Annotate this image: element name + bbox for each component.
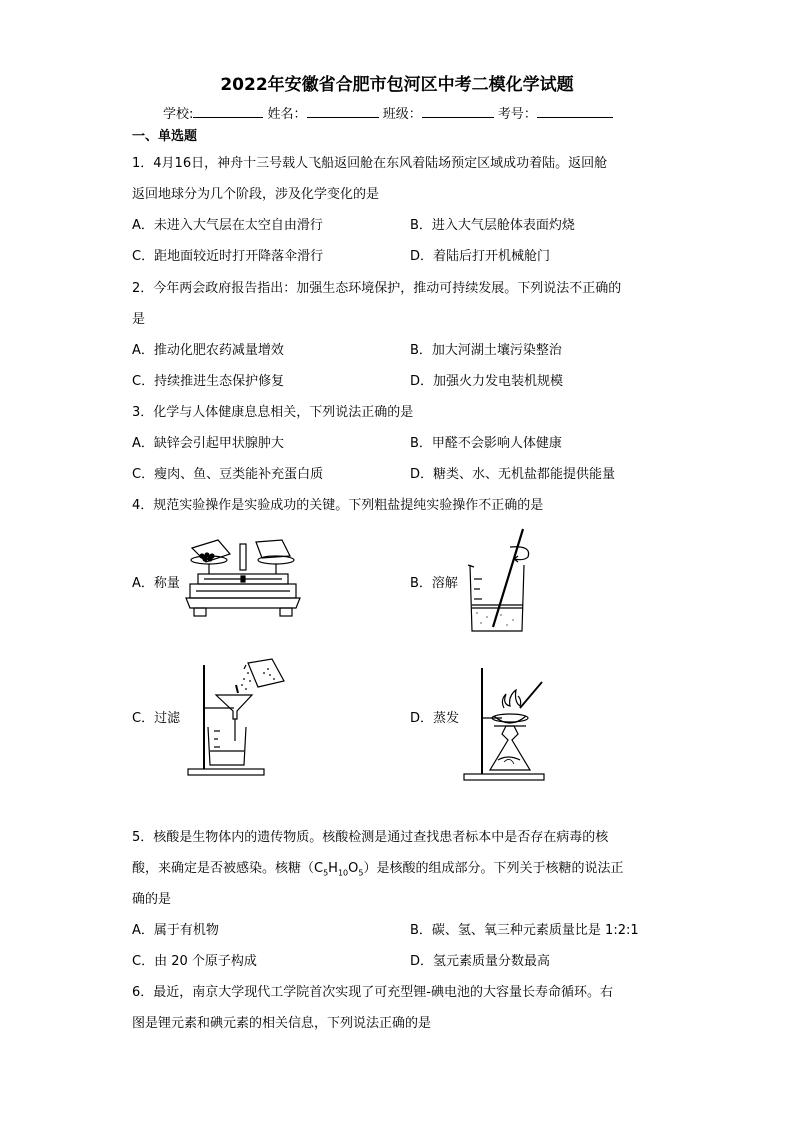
- formula-subscript-o: 5: [358, 868, 364, 878]
- question-1-line-2: 返回地球分为几个阶段，涉及化学变化的是: [132, 187, 380, 202]
- balance-weighing-figure: [184, 532, 302, 624]
- exam-number-label: 考号：: [497, 107, 537, 122]
- formula-o: O: [348, 861, 359, 876]
- formula-h: H: [328, 861, 338, 876]
- question-3-option-a: A．缺锌会引起甲状腺肿大: [132, 436, 284, 451]
- question-3-option-d: D．糖类、水、无机盐都能提供能量: [410, 467, 616, 482]
- evaporation-figure: [460, 660, 550, 782]
- question-5-line-3: 确的是: [132, 892, 172, 907]
- question-2-option-a: A．推动化肥农药减量增效: [132, 343, 284, 358]
- question-1-option-b: B．进入大气层舱体表面灼烧: [410, 218, 575, 233]
- name-label: 姓名：: [267, 107, 307, 122]
- school-blank: [193, 104, 263, 118]
- section-heading: 一、单选题: [132, 129, 198, 144]
- question-5-option-a: A．属于有机物: [132, 923, 219, 938]
- question-5-option-b: B．碳、氢、氧三种元素质量比是 1:2:1: [410, 923, 639, 938]
- question-5-line-2-start: 酸，来确定是否被感染。核糖（C: [132, 861, 324, 876]
- question-1-line-1: 1．4月16日，神舟十三号载人飞船返回舱在东风着陆场预定区域成功着陆。返回舱: [132, 156, 608, 171]
- class-blank: [422, 104, 494, 118]
- question-2-option-d: D．加强火力发电装机规模: [410, 374, 564, 389]
- question-5-line-1: 5．核酸是生物体内的遗传物质。核酸检测是通过查找患者标本中是否存在病毒的核: [132, 830, 609, 845]
- filtration-figure: [184, 655, 288, 777]
- question-6-line-2: 图是锂元素和碘元素的相关信息，下列说法正确的是: [132, 1016, 432, 1031]
- question-5-option-c: C．由 20 个原子构成: [132, 954, 257, 969]
- school-label: 学校:: [163, 107, 194, 122]
- formula-subscript-c: 5: [323, 868, 329, 878]
- question-1-option-a: A．未进入大气层在太空自由滑行: [132, 218, 323, 233]
- formula-subscript-h: 10: [337, 868, 349, 878]
- question-2-option-c: C．持续推进生态保护修复: [132, 374, 285, 389]
- question-5-option-d: D．氢元素质量分数最高: [410, 954, 551, 969]
- question-4-option-b: B．溶解: [410, 576, 458, 591]
- question-2-line-2: 是: [132, 312, 146, 327]
- question-4-option-a: A．称量: [132, 576, 180, 591]
- question-4-option-d: D．蒸发: [410, 711, 460, 726]
- page-title: 2022年安徽省合肥市包河区中考二模化学试题: [220, 75, 574, 95]
- question-4-line-1: 4．规范实验操作是实验成功的关键。下列粗盐提纯实验操作不正确的是: [132, 498, 544, 513]
- question-2-option-b: B．加大河湖土壤污染整治: [410, 343, 562, 358]
- class-label: 班级：: [382, 107, 422, 122]
- question-3-line-1: 3．化学与人体健康息息相关，下列说法正确的是: [132, 405, 414, 420]
- question-5-line-2: [132, 857, 623, 878]
- question-5-line-2-end: ）是核酸的组成部分。下列关于核糖的说法正: [363, 861, 624, 876]
- exam-number-blank: [537, 104, 613, 118]
- student-info-bar: [163, 103, 613, 122]
- name-blank: [307, 104, 379, 118]
- question-2-line-1: 2．今年两会政府报告指出：加强生态环境保护，推动可持续发展。下列说法不正确的: [132, 281, 622, 296]
- question-3-option-b: B．甲醛不会影响人体健康: [410, 436, 562, 451]
- dissolving-beaker-figure: [460, 525, 550, 637]
- question-6-line-1: 6．最近，南京大学现代工学院首次实现了可充型锂-碘电池的大容量长寿命循环。右: [132, 985, 613, 1000]
- question-1-option-d: D．着陆后打开机械舱门: [410, 249, 551, 264]
- question-3-option-c: C．瘦肉、鱼、豆类能补充蛋白质: [132, 467, 324, 482]
- question-4-option-c: C．过滤: [132, 711, 181, 726]
- question-1-option-c: C．距地面较近时打开降落伞滑行: [132, 249, 324, 264]
